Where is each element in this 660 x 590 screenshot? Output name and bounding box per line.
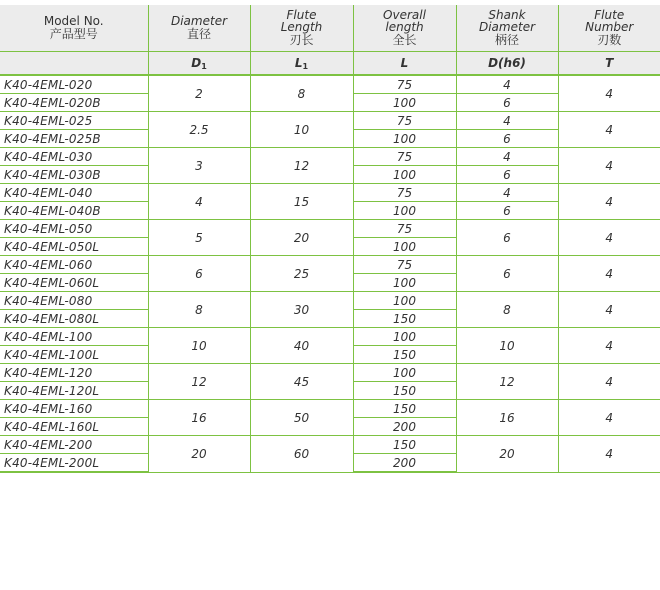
flute-number-cell: 4	[558, 292, 660, 328]
flute-length-cell: 10	[250, 112, 353, 148]
diameter-cell: 6	[148, 256, 250, 292]
diameter-cell: 3	[148, 148, 250, 184]
flute-length-cell: 50	[250, 400, 353, 436]
table-row	[0, 328, 660, 346]
table-row	[0, 400, 660, 418]
flute-length-cell: 8	[250, 75, 353, 112]
flute-length-cell: 12	[250, 148, 353, 184]
diameter-cell: 4	[148, 184, 250, 220]
overall-length-cell: 100	[353, 328, 456, 346]
shank-diameter-cell: 8	[456, 292, 558, 328]
flute-number-cell: 4	[558, 256, 660, 292]
flute-number-cell: 4	[558, 112, 660, 148]
overall-length-cell: 100	[353, 364, 456, 382]
model-cell: K40-4EML-030	[0, 148, 148, 166]
model-cell: K40-4EML-060L	[0, 274, 148, 292]
model-cell: K40-4EML-200	[0, 436, 148, 454]
overall-length-cell: 75	[353, 256, 456, 274]
overall-length-cell: 200	[353, 418, 456, 436]
symbol-diameter: $D_1$	[148, 52, 250, 76]
diameter-cell: 12	[148, 364, 250, 400]
overall-length-cell: 200	[353, 454, 456, 473]
model-cell: K40-4EML-020B	[0, 94, 148, 112]
table-row	[0, 148, 660, 166]
flute-number-cell: 4	[558, 364, 660, 400]
overall-length-cell: 150	[353, 346, 456, 364]
spec-table-container	[0, 5, 660, 473]
model-cell: K40-4EML-025	[0, 112, 148, 130]
header-row	[0, 5, 660, 52]
model-cell: K40-4EML-160L	[0, 418, 148, 436]
model-cell: K40-4EML-050L	[0, 238, 148, 256]
model-cell: K40-4EML-080L	[0, 310, 148, 328]
diameter-cell: 16	[148, 400, 250, 436]
shank-diameter-cell: 6	[456, 220, 558, 256]
overall-length-cell: 75	[353, 148, 456, 166]
flute-number-cell: 4	[558, 400, 660, 436]
symbol-shank-diameter: D(h6)	[456, 52, 558, 76]
symbol-flute-length: $L_1$	[250, 52, 353, 76]
flute-length-cell: 20	[250, 220, 353, 256]
model-cell: K40-4EML-040B	[0, 202, 148, 220]
overall-length-cell: 100	[353, 238, 456, 256]
table-row	[0, 220, 660, 238]
model-cell: K40-4EML-200L	[0, 454, 148, 473]
model-cell: K40-4EML-120L	[0, 382, 148, 400]
header-overall-length: Overall length 全长	[353, 5, 456, 52]
shank-diameter-cell: 6	[456, 256, 558, 292]
diameter-cell: 2	[148, 75, 250, 112]
model-cell: K40-4EML-040	[0, 184, 148, 202]
flute-length-cell: 15	[250, 184, 353, 220]
flute-number-cell: 4	[558, 148, 660, 184]
header-flute-number: Flute Number 刃数	[558, 5, 660, 52]
diameter-cell: 5	[148, 220, 250, 256]
model-cell: K40-4EML-120	[0, 364, 148, 382]
overall-length-cell: 100	[353, 202, 456, 220]
header-diameter: Diameter 直径	[148, 5, 250, 52]
shank-diameter-cell: 16	[456, 400, 558, 436]
flute-number-cell: 4	[558, 75, 660, 112]
table-row	[0, 292, 660, 310]
header-model: Model No. 产品型号	[0, 5, 148, 52]
model-cell: K40-4EML-025B	[0, 130, 148, 148]
spec-table	[0, 5, 660, 473]
symbol-flute-number: T	[558, 52, 660, 76]
overall-length-cell: 75	[353, 112, 456, 130]
overall-length-cell: 100	[353, 292, 456, 310]
flute-length-cell: 25	[250, 256, 353, 292]
shank-diameter-cell: 10	[456, 328, 558, 364]
overall-length-cell: 150	[353, 436, 456, 454]
overall-length-cell: 100	[353, 94, 456, 112]
overall-length-cell: 100	[353, 130, 456, 148]
model-cell: K40-4EML-160	[0, 400, 148, 418]
overall-length-cell: 150	[353, 382, 456, 400]
flute-number-cell: 4	[558, 436, 660, 473]
shank-diameter-cell: 6	[456, 94, 558, 112]
flute-number-cell: 4	[558, 184, 660, 220]
header-shank-diameter: Shank Diameter 柄径	[456, 5, 558, 52]
overall-length-cell: 150	[353, 310, 456, 328]
model-cell: K40-4EML-100L	[0, 346, 148, 364]
header-flute-length: Flute Length 刃长	[250, 5, 353, 52]
table-row	[0, 112, 660, 130]
flute-number-cell: 4	[558, 220, 660, 256]
model-cell: K40-4EML-060	[0, 256, 148, 274]
shank-diameter-cell: 6	[456, 130, 558, 148]
table-row	[0, 184, 660, 202]
table-row	[0, 436, 660, 454]
table-row	[0, 364, 660, 382]
flute-length-cell: 40	[250, 328, 353, 364]
diameter-cell: 20	[148, 436, 250, 473]
model-cell: K40-4EML-080	[0, 292, 148, 310]
diameter-cell: 2.5	[148, 112, 250, 148]
shank-diameter-cell: 4	[456, 184, 558, 202]
symbol-row	[0, 52, 660, 76]
shank-diameter-cell: 4	[456, 112, 558, 130]
overall-length-cell: 75	[353, 75, 456, 94]
model-cell: K40-4EML-100	[0, 328, 148, 346]
model-cell: K40-4EML-020	[0, 75, 148, 94]
shank-diameter-cell: 20	[456, 436, 558, 473]
symbol-overall-length: L	[353, 52, 456, 76]
table-row	[0, 256, 660, 274]
flute-length-cell: 60	[250, 436, 353, 473]
model-cell: K40-4EML-050	[0, 220, 148, 238]
model-cell: K40-4EML-030B	[0, 166, 148, 184]
shank-diameter-cell: 6	[456, 166, 558, 184]
shank-diameter-cell: 4	[456, 75, 558, 94]
diameter-cell: 8	[148, 292, 250, 328]
overall-length-cell: 75	[353, 220, 456, 238]
symbol-model	[0, 52, 148, 76]
overall-length-cell: 150	[353, 400, 456, 418]
overall-length-cell: 100	[353, 274, 456, 292]
table-row	[0, 75, 660, 94]
overall-length-cell: 75	[353, 184, 456, 202]
shank-diameter-cell: 4	[456, 148, 558, 166]
shank-diameter-cell: 6	[456, 202, 558, 220]
flute-number-cell: 4	[558, 328, 660, 364]
flute-length-cell: 30	[250, 292, 353, 328]
spec-table-body	[0, 75, 660, 472]
shank-diameter-cell: 12	[456, 364, 558, 400]
overall-length-cell: 100	[353, 166, 456, 184]
flute-length-cell: 45	[250, 364, 353, 400]
diameter-cell: 10	[148, 328, 250, 364]
